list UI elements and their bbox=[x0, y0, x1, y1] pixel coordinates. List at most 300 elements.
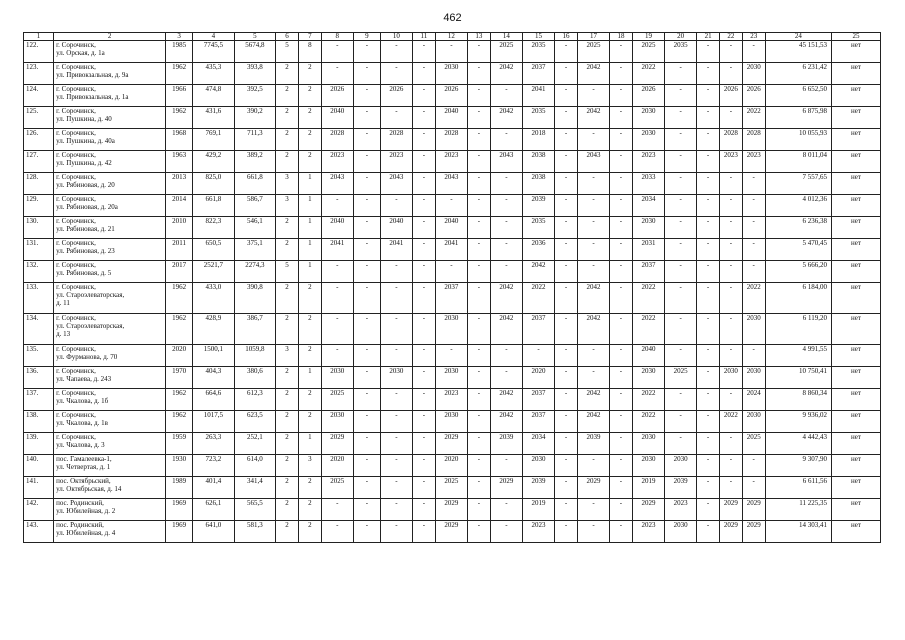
value-cell: - bbox=[555, 217, 578, 239]
value-cell: 1 bbox=[298, 367, 321, 389]
value-cell: - bbox=[467, 411, 490, 433]
value-cell: - bbox=[742, 195, 765, 217]
value-cell: - bbox=[720, 63, 743, 85]
value-cell: - bbox=[353, 499, 380, 521]
row-number-cell: 129. bbox=[24, 195, 54, 217]
value-cell: 2 bbox=[276, 433, 299, 455]
value-cell: - bbox=[490, 217, 522, 239]
address-cell: г. Сорочинск, ул. Пушкина, д. 40 bbox=[54, 107, 166, 129]
value-cell: - bbox=[380, 195, 412, 217]
value-cell: 431,6 bbox=[193, 107, 235, 129]
value-cell: 2030 bbox=[321, 367, 353, 389]
value-cell: 2040 bbox=[321, 217, 353, 239]
value-cell: 2023 bbox=[720, 151, 743, 173]
value-cell: - bbox=[555, 239, 578, 261]
value-cell: - bbox=[467, 477, 490, 499]
value-cell: - bbox=[467, 314, 490, 345]
value-cell: 2030 bbox=[321, 411, 353, 433]
value-cell: 769,1 bbox=[193, 129, 235, 151]
value-cell: 1969 bbox=[166, 521, 193, 543]
value-cell: - bbox=[353, 314, 380, 345]
value-cell: 2034 bbox=[632, 195, 664, 217]
value-cell: 2043 bbox=[490, 151, 522, 173]
value-cell: - bbox=[413, 195, 436, 217]
value-cell: 2030 bbox=[435, 411, 467, 433]
value-cell: 2030 bbox=[632, 107, 664, 129]
flag-cell: нет bbox=[832, 217, 881, 239]
value-cell: 2025 bbox=[632, 41, 664, 63]
value-cell: - bbox=[413, 455, 436, 477]
cost-cell: 9 936,02 bbox=[765, 411, 831, 433]
value-cell: - bbox=[467, 283, 490, 314]
cost-cell: 5 470,45 bbox=[765, 239, 831, 261]
cost-cell: 6 236,38 bbox=[765, 217, 831, 239]
column-header: 19 bbox=[632, 33, 664, 41]
value-cell: 1059,8 bbox=[234, 345, 276, 367]
value-cell: - bbox=[353, 41, 380, 63]
capital-repair-table bbox=[23, 32, 881, 543]
value-cell: 2020 bbox=[321, 455, 353, 477]
value-cell: 2043 bbox=[380, 173, 412, 195]
flag-cell: нет bbox=[832, 433, 881, 455]
address-cell: г. Сорочинск, ул. Орская, д. 1а bbox=[54, 41, 166, 63]
value-cell: 2023 bbox=[522, 521, 554, 543]
value-cell: - bbox=[720, 455, 743, 477]
value-cell: - bbox=[610, 85, 633, 107]
value-cell: - bbox=[665, 283, 697, 314]
value-cell: - bbox=[435, 41, 467, 63]
value-cell: 2013 bbox=[166, 173, 193, 195]
value-cell: 2 bbox=[298, 389, 321, 411]
column-header: 13 bbox=[467, 33, 490, 41]
value-cell: - bbox=[577, 367, 609, 389]
value-cell: - bbox=[353, 173, 380, 195]
column-header: 11 bbox=[413, 33, 436, 41]
row-number-cell: 135. bbox=[24, 345, 54, 367]
value-cell: 650,5 bbox=[193, 239, 235, 261]
address-cell: пос. Гамалеевка-1, ул. Четвертая, д. 1 bbox=[54, 455, 166, 477]
value-cell: 2 bbox=[298, 107, 321, 129]
row-number-cell: 137. bbox=[24, 389, 54, 411]
value-cell: 1962 bbox=[166, 411, 193, 433]
value-cell: - bbox=[742, 345, 765, 367]
flag-cell: нет bbox=[832, 151, 881, 173]
table-row bbox=[24, 239, 881, 261]
value-cell: 641,0 bbox=[193, 521, 235, 543]
flag-cell: нет bbox=[832, 239, 881, 261]
value-cell: 565,5 bbox=[234, 499, 276, 521]
value-cell: - bbox=[697, 499, 720, 521]
value-cell: - bbox=[490, 195, 522, 217]
value-cell: - bbox=[665, 129, 697, 151]
value-cell: - bbox=[321, 283, 353, 314]
value-cell: - bbox=[413, 85, 436, 107]
value-cell: 8 bbox=[298, 41, 321, 63]
value-cell: 2 bbox=[276, 239, 299, 261]
value-cell: 2022 bbox=[632, 314, 664, 345]
value-cell: - bbox=[555, 433, 578, 455]
value-cell: 2022 bbox=[742, 107, 765, 129]
value-cell: - bbox=[697, 63, 720, 85]
value-cell: 2042 bbox=[522, 261, 554, 283]
value-cell: - bbox=[413, 314, 436, 345]
column-header: 16 bbox=[555, 33, 578, 41]
flag-cell: нет bbox=[832, 411, 881, 433]
value-cell: 2022 bbox=[632, 389, 664, 411]
value-cell: 252,1 bbox=[234, 433, 276, 455]
column-header: 10 bbox=[380, 33, 412, 41]
value-cell: 2037 bbox=[522, 389, 554, 411]
value-cell: - bbox=[380, 433, 412, 455]
address-cell: г. Сорочинск, ул. Пушкина, д. 40а bbox=[54, 129, 166, 151]
header-row bbox=[24, 33, 881, 41]
value-cell: - bbox=[413, 217, 436, 239]
value-cell: 2042 bbox=[577, 283, 609, 314]
value-cell: - bbox=[555, 151, 578, 173]
address-cell: пос. Октябрьский, ул. Октябрьская, д. 14 bbox=[54, 477, 166, 499]
value-cell: 2029 bbox=[720, 521, 743, 543]
value-cell: 2026 bbox=[720, 85, 743, 107]
value-cell: - bbox=[697, 217, 720, 239]
row-number-cell: 136. bbox=[24, 367, 54, 389]
value-cell: - bbox=[577, 195, 609, 217]
value-cell: 2022 bbox=[632, 63, 664, 85]
value-cell: - bbox=[665, 85, 697, 107]
flag-cell: нет bbox=[832, 477, 881, 499]
value-cell: - bbox=[321, 499, 353, 521]
value-cell: - bbox=[321, 63, 353, 85]
cost-cell: 9 307,90 bbox=[765, 455, 831, 477]
value-cell: 2030 bbox=[632, 129, 664, 151]
column-header: 25 bbox=[832, 33, 881, 41]
value-cell: 2025 bbox=[742, 433, 765, 455]
value-cell: - bbox=[577, 521, 609, 543]
value-cell: - bbox=[467, 173, 490, 195]
value-cell: 2040 bbox=[632, 345, 664, 367]
value-cell: - bbox=[353, 389, 380, 411]
value-cell: 2022 bbox=[522, 283, 554, 314]
value-cell: - bbox=[720, 477, 743, 499]
value-cell: 623,5 bbox=[234, 411, 276, 433]
address-cell: г. Сорочинск, ул. Привокзальная, д. 9а bbox=[54, 63, 166, 85]
value-cell: 2042 bbox=[577, 411, 609, 433]
value-cell: - bbox=[720, 173, 743, 195]
value-cell: - bbox=[697, 129, 720, 151]
value-cell: 2039 bbox=[490, 433, 522, 455]
value-cell: - bbox=[610, 261, 633, 283]
cost-cell: 10 750,41 bbox=[765, 367, 831, 389]
value-cell: 392,5 bbox=[234, 85, 276, 107]
value-cell: 2042 bbox=[490, 389, 522, 411]
value-cell: - bbox=[720, 239, 743, 261]
value-cell: 2026 bbox=[321, 85, 353, 107]
value-cell: - bbox=[697, 411, 720, 433]
value-cell: 433,0 bbox=[193, 283, 235, 314]
value-cell: - bbox=[665, 314, 697, 345]
value-cell: 2011 bbox=[166, 239, 193, 261]
table-row bbox=[24, 129, 881, 151]
value-cell: 2 bbox=[276, 521, 299, 543]
value-cell: - bbox=[353, 85, 380, 107]
value-cell: - bbox=[610, 521, 633, 543]
value-cell: - bbox=[435, 345, 467, 367]
cost-cell: 8 860,34 bbox=[765, 389, 831, 411]
value-cell: 2274,3 bbox=[234, 261, 276, 283]
value-cell: - bbox=[413, 239, 436, 261]
value-cell: - bbox=[380, 283, 412, 314]
address-cell: г. Сорочинск, ул. Фурманова, д. 70 bbox=[54, 345, 166, 367]
value-cell: - bbox=[413, 63, 436, 85]
row-number-cell: 143. bbox=[24, 521, 54, 543]
address-cell: пос. Родинский, ул. Юбилейная, д. 2 bbox=[54, 499, 166, 521]
value-cell: 2029 bbox=[632, 499, 664, 521]
value-cell: - bbox=[380, 314, 412, 345]
value-cell: 2043 bbox=[577, 151, 609, 173]
value-cell: 2042 bbox=[577, 63, 609, 85]
value-cell: 2030 bbox=[435, 367, 467, 389]
value-cell: 2 bbox=[276, 85, 299, 107]
column-header: 21 bbox=[697, 33, 720, 41]
value-cell: 2030 bbox=[742, 63, 765, 85]
value-cell: - bbox=[413, 433, 436, 455]
value-cell: 2043 bbox=[321, 173, 353, 195]
value-cell: - bbox=[577, 173, 609, 195]
value-cell: - bbox=[720, 261, 743, 283]
value-cell: - bbox=[577, 499, 609, 521]
value-cell: - bbox=[353, 261, 380, 283]
column-header: 20 bbox=[665, 33, 697, 41]
value-cell: - bbox=[610, 345, 633, 367]
value-cell: 2025 bbox=[665, 367, 697, 389]
value-cell: 380,6 bbox=[234, 367, 276, 389]
value-cell: - bbox=[697, 389, 720, 411]
column-header: 7 bbox=[298, 33, 321, 41]
value-cell: 2028 bbox=[720, 129, 743, 151]
value-cell: - bbox=[697, 195, 720, 217]
value-cell: 2 bbox=[276, 477, 299, 499]
value-cell: - bbox=[467, 217, 490, 239]
address-cell: г. Сорочинск, ул. Староэлеваторская, д. 13 bbox=[54, 314, 166, 345]
value-cell: - bbox=[353, 195, 380, 217]
value-cell: - bbox=[720, 283, 743, 314]
value-cell: - bbox=[555, 411, 578, 433]
value-cell: 614,0 bbox=[234, 455, 276, 477]
column-header: 4 bbox=[193, 33, 235, 41]
row-number-cell: 133. bbox=[24, 283, 54, 314]
value-cell: 2030 bbox=[522, 455, 554, 477]
address-cell: пос. Родинский, ул. Юбилейная, д. 4 bbox=[54, 521, 166, 543]
value-cell: 2043 bbox=[435, 173, 467, 195]
value-cell: 2041 bbox=[321, 239, 353, 261]
value-cell: - bbox=[522, 345, 554, 367]
value-cell: 2019 bbox=[632, 477, 664, 499]
value-cell: - bbox=[555, 477, 578, 499]
value-cell: - bbox=[610, 499, 633, 521]
value-cell: - bbox=[720, 433, 743, 455]
value-cell: 1 bbox=[298, 173, 321, 195]
value-cell: 2040 bbox=[435, 107, 467, 129]
value-cell: 2 bbox=[298, 85, 321, 107]
value-cell: - bbox=[467, 433, 490, 455]
value-cell: - bbox=[490, 239, 522, 261]
value-cell: 2023 bbox=[742, 151, 765, 173]
value-cell: - bbox=[697, 261, 720, 283]
column-header: 8 bbox=[321, 33, 353, 41]
value-cell: 3 bbox=[276, 173, 299, 195]
value-cell: 2039 bbox=[577, 433, 609, 455]
table-row bbox=[24, 217, 881, 239]
value-cell: - bbox=[413, 389, 436, 411]
value-cell: - bbox=[380, 63, 412, 85]
value-cell: 2029 bbox=[742, 499, 765, 521]
value-cell: - bbox=[610, 217, 633, 239]
value-cell: - bbox=[490, 261, 522, 283]
value-cell: 2042 bbox=[490, 283, 522, 314]
value-cell: - bbox=[665, 433, 697, 455]
value-cell: 1962 bbox=[166, 283, 193, 314]
cost-cell: 6 231,42 bbox=[765, 63, 831, 85]
value-cell: - bbox=[720, 345, 743, 367]
value-cell: - bbox=[555, 85, 578, 107]
value-cell: - bbox=[742, 173, 765, 195]
value-cell: 1962 bbox=[166, 63, 193, 85]
value-cell: 2040 bbox=[380, 217, 412, 239]
value-cell: 2026 bbox=[742, 85, 765, 107]
value-cell: 2017 bbox=[166, 261, 193, 283]
value-cell: 2025 bbox=[490, 41, 522, 63]
value-cell: - bbox=[610, 151, 633, 173]
value-cell: 2029 bbox=[720, 499, 743, 521]
flag-cell: нет bbox=[832, 389, 881, 411]
flag-cell: нет bbox=[832, 283, 881, 314]
value-cell: 2031 bbox=[632, 239, 664, 261]
address-cell: г. Сорочинск, ул. Рябиновая, д. 20а bbox=[54, 195, 166, 217]
row-number-cell: 134. bbox=[24, 314, 54, 345]
table-row bbox=[24, 477, 881, 499]
row-number-cell: 132. bbox=[24, 261, 54, 283]
value-cell: - bbox=[720, 107, 743, 129]
value-cell: 2041 bbox=[522, 85, 554, 107]
column-header: 6 bbox=[276, 33, 299, 41]
flag-cell: нет bbox=[832, 173, 881, 195]
value-cell: 2020 bbox=[435, 455, 467, 477]
value-cell: - bbox=[555, 173, 578, 195]
value-cell: 2034 bbox=[522, 433, 554, 455]
address-cell: г. Сорочинск, ул. Рябиновая, д. 23 bbox=[54, 239, 166, 261]
value-cell: 3 bbox=[276, 195, 299, 217]
value-cell: - bbox=[435, 195, 467, 217]
value-cell: 1 bbox=[298, 433, 321, 455]
value-cell: 2025 bbox=[321, 389, 353, 411]
value-cell: - bbox=[697, 345, 720, 367]
value-cell: 2039 bbox=[522, 195, 554, 217]
value-cell: 2022 bbox=[720, 411, 743, 433]
value-cell: - bbox=[353, 63, 380, 85]
value-cell: - bbox=[467, 389, 490, 411]
value-cell: - bbox=[353, 345, 380, 367]
value-cell: - bbox=[321, 195, 353, 217]
value-cell: - bbox=[555, 261, 578, 283]
value-cell: - bbox=[413, 283, 436, 314]
address-cell: г. Сорочинск, ул. Чапаева, д. 243 bbox=[54, 367, 166, 389]
cost-cell: 6 119,20 bbox=[765, 314, 831, 345]
value-cell: 2020 bbox=[166, 345, 193, 367]
value-cell: 2037 bbox=[632, 261, 664, 283]
row-number-cell: 140. bbox=[24, 455, 54, 477]
value-cell: - bbox=[610, 433, 633, 455]
value-cell: - bbox=[353, 217, 380, 239]
table-row bbox=[24, 314, 881, 345]
value-cell: 2026 bbox=[435, 85, 467, 107]
value-cell: 2030 bbox=[742, 367, 765, 389]
value-cell: - bbox=[577, 239, 609, 261]
value-cell: - bbox=[697, 151, 720, 173]
value-cell: - bbox=[490, 521, 522, 543]
value-cell: - bbox=[555, 499, 578, 521]
value-cell: 2019 bbox=[522, 499, 554, 521]
column-header: 12 bbox=[435, 33, 467, 41]
table-row bbox=[24, 433, 881, 455]
value-cell: 2030 bbox=[632, 217, 664, 239]
value-cell: 2030 bbox=[435, 314, 467, 345]
value-cell: - bbox=[413, 521, 436, 543]
value-cell: 2038 bbox=[522, 151, 554, 173]
value-cell: - bbox=[467, 129, 490, 151]
value-cell: - bbox=[413, 261, 436, 283]
value-cell: 5 bbox=[276, 41, 299, 63]
value-cell: - bbox=[467, 367, 490, 389]
value-cell: 2 bbox=[298, 151, 321, 173]
value-cell: 612,3 bbox=[234, 389, 276, 411]
value-cell: - bbox=[577, 217, 609, 239]
value-cell: - bbox=[665, 107, 697, 129]
value-cell: 2029 bbox=[742, 521, 765, 543]
table-row bbox=[24, 455, 881, 477]
value-cell: - bbox=[720, 314, 743, 345]
value-cell: - bbox=[353, 129, 380, 151]
value-cell: - bbox=[380, 261, 412, 283]
value-cell: - bbox=[697, 367, 720, 389]
address-cell: г. Сорочинск, ул. Чкалова, д. 3 bbox=[54, 433, 166, 455]
value-cell: 2029 bbox=[577, 477, 609, 499]
value-cell: - bbox=[321, 345, 353, 367]
value-cell: 2030 bbox=[632, 367, 664, 389]
value-cell: - bbox=[467, 345, 490, 367]
value-cell: - bbox=[610, 173, 633, 195]
value-cell: - bbox=[742, 477, 765, 499]
flag-cell: нет bbox=[832, 455, 881, 477]
column-header: 1 bbox=[24, 33, 54, 41]
value-cell: - bbox=[467, 521, 490, 543]
value-cell: 2 bbox=[298, 283, 321, 314]
value-cell: - bbox=[353, 239, 380, 261]
cost-cell: 14 303,41 bbox=[765, 521, 831, 543]
value-cell: 2039 bbox=[522, 477, 554, 499]
value-cell: - bbox=[555, 283, 578, 314]
value-cell: 393,8 bbox=[234, 63, 276, 85]
value-cell: 586,7 bbox=[234, 195, 276, 217]
value-cell: 2 bbox=[276, 107, 299, 129]
value-cell: 1930 bbox=[166, 455, 193, 477]
value-cell: 1970 bbox=[166, 367, 193, 389]
row-number-cell: 141. bbox=[24, 477, 54, 499]
value-cell: - bbox=[577, 345, 609, 367]
row-number-cell: 126. bbox=[24, 129, 54, 151]
value-cell: - bbox=[380, 455, 412, 477]
value-cell: 2033 bbox=[632, 173, 664, 195]
value-cell: 2042 bbox=[490, 314, 522, 345]
value-cell: 2030 bbox=[742, 314, 765, 345]
